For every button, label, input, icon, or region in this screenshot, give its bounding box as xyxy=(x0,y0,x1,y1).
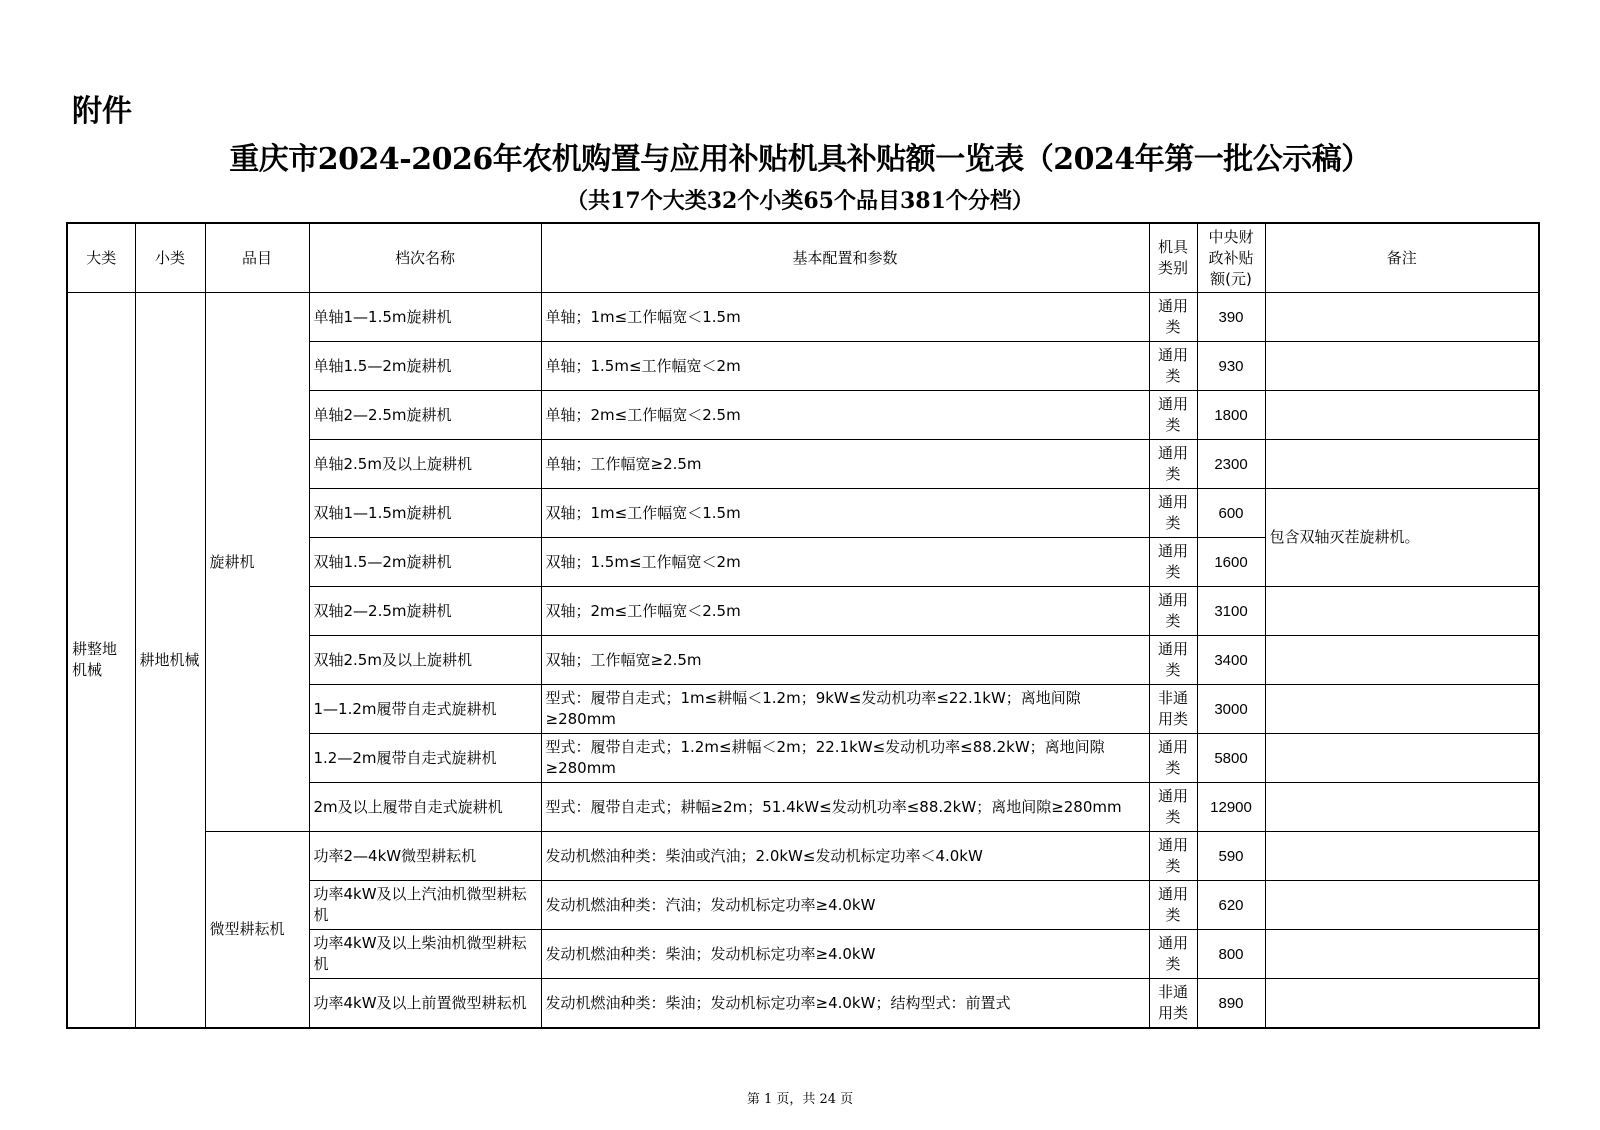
type-cell: 通用类 xyxy=(1149,587,1197,636)
grade-cell: 功率4kW及以上汽油机微型耕耘机 xyxy=(309,881,541,930)
type-cell: 通用类 xyxy=(1149,783,1197,832)
config-cell: 单轴；工作幅宽≥2.5m xyxy=(541,440,1149,489)
attachment-label: 附件 xyxy=(72,94,132,129)
grade-cell: 1—1.2m履带自走式旋耕机 xyxy=(309,685,541,734)
config-cell: 型式：履带自走式；1m≤耕幅＜1.2m；9kW≤发动机功率≤22.1kW；离地间隙≥280mm xyxy=(541,685,1149,734)
header-config: 基本配置和参数 xyxy=(541,223,1149,293)
type-cell: 通用类 xyxy=(1149,636,1197,685)
grade-cell: 单轴1—1.5m旋耕机 xyxy=(309,293,541,342)
type-cell: 非通用类 xyxy=(1149,685,1197,734)
type-cell: 通用类 xyxy=(1149,734,1197,783)
subsidy-table xyxy=(66,222,1540,1029)
remark-cell-dual-axis: 包含双轴灭茬旋耕机。 xyxy=(1265,489,1539,587)
amount-cell: 3400 xyxy=(1197,636,1265,685)
grade-cell: 单轴1.5—2m旋耕机 xyxy=(309,342,541,391)
remark-cell xyxy=(1265,391,1539,440)
config-cell: 单轴；1m≤工作幅宽＜1.5m xyxy=(541,293,1149,342)
grade-cell: 双轴1.5—2m旋耕机 xyxy=(309,538,541,587)
page-title: 重庆市2024-2026年农机购置与应用补贴机具补贴额一览表（2024年第一批公示稿） xyxy=(229,142,1371,177)
config-cell: 双轴；2m≤工作幅宽＜2.5m xyxy=(541,587,1149,636)
config-cell: 双轴；工作幅宽≥2.5m xyxy=(541,636,1149,685)
amount-cell: 800 xyxy=(1197,930,1265,979)
table-row xyxy=(67,293,1539,342)
remark-cell xyxy=(1265,440,1539,489)
amount-cell: 3000 xyxy=(1197,685,1265,734)
subcategory-cell: 耕地机械 xyxy=(135,293,205,1029)
amount-cell: 5800 xyxy=(1197,734,1265,783)
grade-cell: 双轴2.5m及以上旋耕机 xyxy=(309,636,541,685)
amount-cell: 12900 xyxy=(1197,783,1265,832)
amount-cell: 390 xyxy=(1197,293,1265,342)
remark-cell xyxy=(1265,685,1539,734)
config-cell: 单轴；1.5m≤工作幅宽＜2m xyxy=(541,342,1149,391)
table-header-row xyxy=(67,223,1539,293)
amount-cell: 590 xyxy=(1197,832,1265,881)
grade-cell: 1.2—2m履带自走式旋耕机 xyxy=(309,734,541,783)
item-cell-rotary-tiller: 旋耕机 xyxy=(205,293,309,832)
grade-cell: 功率2—4kW微型耕耘机 xyxy=(309,832,541,881)
header-item: 品目 xyxy=(205,223,309,293)
remark-cell xyxy=(1265,881,1539,930)
page-footer: 第 1 页，共 24 页 xyxy=(746,1092,854,1107)
item-cell-micro-tiller: 微型耕耘机 xyxy=(205,832,309,1029)
type-cell: 通用类 xyxy=(1149,881,1197,930)
remark-cell xyxy=(1265,783,1539,832)
header-subsidy: 中央财政补贴额(元) xyxy=(1197,223,1265,293)
type-cell: 非通用类 xyxy=(1149,979,1197,1029)
type-cell: 通用类 xyxy=(1149,489,1197,538)
header-machine-type: 机具类别 xyxy=(1149,223,1197,293)
page-subtitle: （共17个大类32个小类65个品目381个分档） xyxy=(566,188,1034,214)
type-cell: 通用类 xyxy=(1149,342,1197,391)
amount-cell: 620 xyxy=(1197,881,1265,930)
config-cell: 型式：履带自走式；耕幅≥2m；51.4kW≤发动机功率≤88.2kW；离地间隙≥280mm xyxy=(541,783,1149,832)
config-cell: 双轴；1m≤工作幅宽＜1.5m xyxy=(541,489,1149,538)
amount-cell: 600 xyxy=(1197,489,1265,538)
amount-cell: 1600 xyxy=(1197,538,1265,587)
grade-cell: 功率4kW及以上前置微型耕耘机 xyxy=(309,979,541,1029)
type-cell: 通用类 xyxy=(1149,832,1197,881)
type-cell: 通用类 xyxy=(1149,391,1197,440)
config-cell: 发动机燃油种类：柴油或汽油；2.0kW≤发动机标定功率＜4.0kW xyxy=(541,832,1149,881)
type-cell: 通用类 xyxy=(1149,538,1197,587)
remark-cell xyxy=(1265,832,1539,881)
amount-cell: 3100 xyxy=(1197,587,1265,636)
type-cell: 通用类 xyxy=(1149,440,1197,489)
header-remarks: 备注 xyxy=(1265,223,1539,293)
grade-cell: 功率4kW及以上柴油机微型耕耘机 xyxy=(309,930,541,979)
remark-cell xyxy=(1265,979,1539,1029)
remark-cell xyxy=(1265,587,1539,636)
table-row xyxy=(67,832,1539,881)
type-cell: 通用类 xyxy=(1149,293,1197,342)
grade-cell: 单轴2.5m及以上旋耕机 xyxy=(309,440,541,489)
grade-cell: 双轴2—2.5m旋耕机 xyxy=(309,587,541,636)
config-cell: 型式：履带自走式；1.2m≤耕幅＜2m；22.1kW≤发动机功率≤88.2kW；离地间隙≥280mm xyxy=(541,734,1149,783)
config-cell: 单轴；2m≤工作幅宽＜2.5m xyxy=(541,391,1149,440)
remark-cell xyxy=(1265,636,1539,685)
amount-cell: 2300 xyxy=(1197,440,1265,489)
config-cell: 发动机燃油种类：柴油；发动机标定功率≥4.0kW xyxy=(541,930,1149,979)
grade-cell: 单轴2—2.5m旋耕机 xyxy=(309,391,541,440)
remark-cell xyxy=(1265,930,1539,979)
header-category: 大类 xyxy=(67,223,135,293)
category-cell: 耕整地机械 xyxy=(67,293,135,1029)
header-subcategory: 小类 xyxy=(135,223,205,293)
amount-cell: 1800 xyxy=(1197,391,1265,440)
config-cell: 双轴；1.5m≤工作幅宽＜2m xyxy=(541,538,1149,587)
config-cell: 发动机燃油种类：汽油；发动机标定功率≥4.0kW xyxy=(541,881,1149,930)
config-cell: 发动机燃油种类：柴油；发动机标定功率≥4.0kW；结构型式：前置式 xyxy=(541,979,1149,1029)
remark-cell xyxy=(1265,342,1539,391)
header-grade-name: 档次名称 xyxy=(309,223,541,293)
type-cell: 通用类 xyxy=(1149,930,1197,979)
remark-cell xyxy=(1265,293,1539,342)
amount-cell: 930 xyxy=(1197,342,1265,391)
grade-cell: 2m及以上履带自走式旋耕机 xyxy=(309,783,541,832)
grade-cell: 双轴1—1.5m旋耕机 xyxy=(309,489,541,538)
amount-cell: 890 xyxy=(1197,979,1265,1029)
remark-cell xyxy=(1265,734,1539,783)
